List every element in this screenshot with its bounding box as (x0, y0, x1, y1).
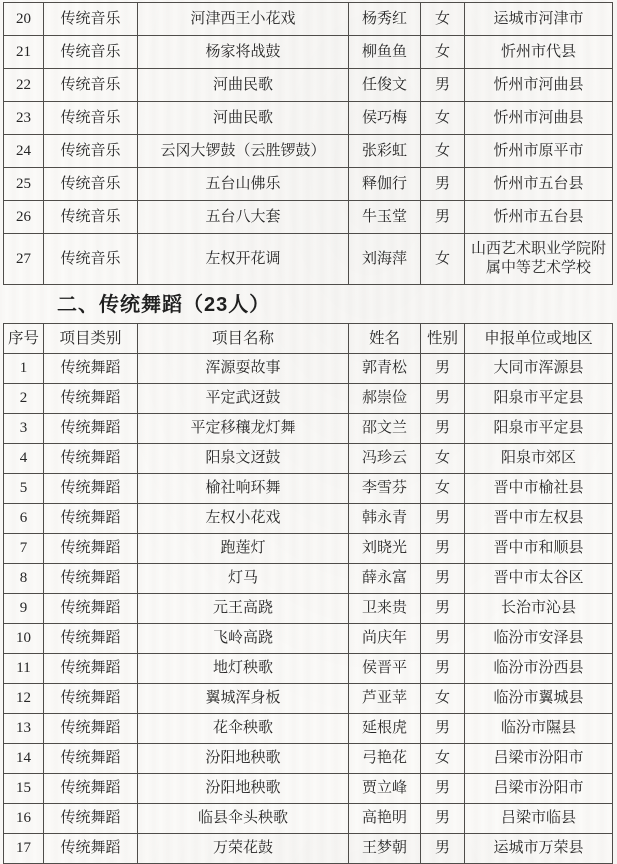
cell-project-category: 传统音乐 (44, 168, 138, 201)
cell-declaring-unit: 阳泉市郊区 (465, 444, 613, 474)
cell-person-name: 贾立峰 (349, 774, 421, 804)
cell-person-name: 释伽行 (349, 168, 421, 201)
cell-gender: 男 (421, 534, 465, 564)
cell-serial-number: 1 (4, 354, 44, 384)
cell-declaring-unit: 阳泉市平定县 (465, 384, 613, 414)
cell-gender: 女 (421, 234, 465, 285)
cell-serial-number: 22 (4, 69, 44, 102)
cell-serial-number: 3 (4, 414, 44, 444)
cell-declaring-unit: 运城市万荣县 (465, 834, 613, 864)
cell-declaring-unit: 长治市沁县 (465, 594, 613, 624)
header-project-name: 项目名称 (138, 324, 349, 354)
cell-project-category: 传统舞蹈 (44, 354, 138, 384)
cell-person-name: 韩永青 (349, 504, 421, 534)
cell-serial-number: 11 (4, 654, 44, 684)
cell-declaring-unit: 阳泉市平定县 (465, 414, 613, 444)
cell-gender: 男 (421, 594, 465, 624)
table-row (4, 234, 613, 285)
table-row (4, 474, 613, 504)
traditional-music-table-body (4, 3, 613, 285)
table-row (4, 69, 613, 102)
cell-serial-number: 15 (4, 774, 44, 804)
cell-project-name: 平定移穰龙灯舞 (138, 414, 349, 444)
cell-serial-number: 8 (4, 564, 44, 594)
cell-serial-number: 13 (4, 714, 44, 744)
cell-gender: 女 (421, 444, 465, 474)
section-heading-traditional-dance: 二、传统舞蹈（23人） (57, 294, 271, 316)
cell-gender: 男 (421, 354, 465, 384)
cell-serial-number: 9 (4, 594, 44, 624)
cell-project-name: 平定武迓鼓 (138, 384, 349, 414)
cell-declaring-unit: 吕梁市临县 (465, 804, 613, 834)
cell-gender: 男 (421, 654, 465, 684)
cell-person-name: 郭青松 (349, 354, 421, 384)
cell-person-name: 侯巧梅 (349, 102, 421, 135)
cell-person-name: 侯晋平 (349, 654, 421, 684)
cell-declaring-unit: 运城市河津市 (465, 3, 613, 36)
cell-person-name: 柳鱼鱼 (349, 36, 421, 69)
cell-project-name: 临县伞头秧歌 (138, 804, 349, 834)
cell-serial-number: 17 (4, 834, 44, 864)
table-row (4, 684, 613, 714)
cell-person-name: 郝崇俭 (349, 384, 421, 414)
cell-project-name: 翼城浑身板 (138, 684, 349, 714)
table-row (4, 804, 613, 834)
table-row (4, 102, 613, 135)
traditional-dance-table (3, 323, 613, 864)
traditional-dance-table-body (4, 354, 613, 864)
cell-declaring-unit: 忻州市代县 (465, 36, 613, 69)
cell-serial-number: 23 (4, 102, 44, 135)
cell-project-category: 传统舞蹈 (44, 534, 138, 564)
table-row (4, 135, 613, 168)
cell-declaring-unit: 忻州市原平市 (465, 135, 613, 168)
cell-person-name: 刘海萍 (349, 234, 421, 285)
cell-declaring-unit: 忻州市河曲县 (465, 69, 613, 102)
cell-declaring-unit: 晋中市和顺县 (465, 534, 613, 564)
cell-project-category: 传统舞蹈 (44, 624, 138, 654)
cell-person-name: 牛玉堂 (349, 201, 421, 234)
cell-project-name: 榆社响环舞 (138, 474, 349, 504)
cell-gender: 男 (421, 69, 465, 102)
cell-person-name: 冯珍云 (349, 444, 421, 474)
table-row (4, 624, 613, 654)
cell-project-name: 云冈大锣鼓（云胜锣鼓） (138, 135, 349, 168)
table-row (4, 714, 613, 744)
cell-declaring-unit: 晋中市太谷区 (465, 564, 613, 594)
cell-serial-number: 21 (4, 36, 44, 69)
cell-project-name: 阳泉文迓鼓 (138, 444, 349, 474)
cell-serial-number: 14 (4, 744, 44, 774)
cell-gender: 男 (421, 168, 465, 201)
cell-declaring-unit: 临汾市隰县 (465, 714, 613, 744)
table-row (4, 168, 613, 201)
cell-serial-number: 2 (4, 384, 44, 414)
cell-project-name: 五台八大套 (138, 201, 349, 234)
table-row (4, 384, 613, 414)
table-row (4, 444, 613, 474)
cell-gender: 女 (421, 744, 465, 774)
cell-project-name: 杨家将战鼓 (138, 36, 349, 69)
cell-gender: 男 (421, 384, 465, 414)
cell-person-name: 杨秀红 (349, 3, 421, 36)
cell-serial-number: 25 (4, 168, 44, 201)
cell-gender: 男 (421, 201, 465, 234)
traditional-dance-table-header (4, 324, 613, 354)
cell-gender: 女 (421, 102, 465, 135)
cell-project-category: 传统舞蹈 (44, 804, 138, 834)
cell-gender: 男 (421, 774, 465, 804)
cell-project-name: 跑莲灯 (138, 534, 349, 564)
cell-gender: 女 (421, 36, 465, 69)
cell-serial-number: 26 (4, 201, 44, 234)
cell-person-name: 王梦朝 (349, 834, 421, 864)
cell-person-name: 弓艳花 (349, 744, 421, 774)
cell-project-name: 左权小花戏 (138, 504, 349, 534)
cell-person-name: 邵文兰 (349, 414, 421, 444)
cell-serial-number: 20 (4, 3, 44, 36)
cell-declaring-unit: 忻州市河曲县 (465, 102, 613, 135)
cell-project-name: 飞岭高跷 (138, 624, 349, 654)
cell-project-name: 河津西王小花戏 (138, 3, 349, 36)
cell-project-category: 传统音乐 (44, 3, 138, 36)
cell-declaring-unit: 吕梁市汾阳市 (465, 774, 613, 804)
cell-serial-number: 7 (4, 534, 44, 564)
cell-project-category: 传统舞蹈 (44, 714, 138, 744)
cell-gender: 男 (421, 804, 465, 834)
traditional-music-table (3, 2, 613, 285)
table-row (4, 774, 613, 804)
table-row (4, 504, 613, 534)
cell-project-category: 传统舞蹈 (44, 594, 138, 624)
cell-project-name: 浑源耍故事 (138, 354, 349, 384)
header-person-name: 姓名 (349, 324, 421, 354)
cell-declaring-unit: 忻州市五台县 (465, 168, 613, 201)
cell-declaring-unit: 晋中市榆社县 (465, 474, 613, 504)
cell-project-name: 左权开花调 (138, 234, 349, 285)
cell-project-category: 传统舞蹈 (44, 834, 138, 864)
cell-declaring-unit: 晋中市左权县 (465, 504, 613, 534)
cell-person-name: 高艳明 (349, 804, 421, 834)
cell-gender: 男 (421, 504, 465, 534)
cell-gender: 男 (421, 624, 465, 654)
table-row (4, 3, 613, 36)
cell-serial-number: 5 (4, 474, 44, 504)
cell-project-category: 传统音乐 (44, 234, 138, 285)
cell-project-category: 传统音乐 (44, 69, 138, 102)
cell-project-name: 汾阳地秧歌 (138, 774, 349, 804)
table-row (4, 36, 613, 69)
header-project-category: 项目类别 (44, 324, 138, 354)
cell-project-category: 传统音乐 (44, 36, 138, 69)
cell-person-name: 芦亚苹 (349, 684, 421, 714)
cell-project-name: 汾阳地秧歌 (138, 744, 349, 774)
table-row (4, 354, 613, 384)
cell-declaring-unit: 临汾市安泽县 (465, 624, 613, 654)
cell-gender: 女 (421, 684, 465, 714)
cell-declaring-unit: 吕梁市汾阳市 (465, 744, 613, 774)
cell-project-category: 传统舞蹈 (44, 774, 138, 804)
cell-project-category: 传统舞蹈 (44, 414, 138, 444)
table-row (4, 564, 613, 594)
cell-project-name: 元王高跷 (138, 594, 349, 624)
cell-project-category: 传统音乐 (44, 102, 138, 135)
cell-serial-number: 6 (4, 504, 44, 534)
table-row (4, 534, 613, 564)
table-row (4, 654, 613, 684)
cell-gender: 男 (421, 564, 465, 594)
cell-project-category: 传统舞蹈 (44, 444, 138, 474)
cell-serial-number: 16 (4, 804, 44, 834)
cell-gender: 男 (421, 414, 465, 444)
cell-declaring-unit: 临汾市翼城县 (465, 684, 613, 714)
cell-project-name: 万荣花鼓 (138, 834, 349, 864)
cell-project-category: 传统舞蹈 (44, 744, 138, 774)
cell-project-category: 传统舞蹈 (44, 474, 138, 504)
cell-serial-number: 27 (4, 234, 44, 285)
cell-project-name: 河曲民歌 (138, 69, 349, 102)
table-row (4, 414, 613, 444)
cell-project-category: 传统舞蹈 (44, 384, 138, 414)
cell-person-name: 刘晓光 (349, 534, 421, 564)
cell-person-name: 薛永富 (349, 564, 421, 594)
cell-declaring-unit: 大同市浑源县 (465, 354, 613, 384)
cell-person-name: 任俊文 (349, 69, 421, 102)
cell-project-category: 传统舞蹈 (44, 504, 138, 534)
cell-project-name: 五台山佛乐 (138, 168, 349, 201)
cell-person-name: 卫来贵 (349, 594, 421, 624)
cell-serial-number: 4 (4, 444, 44, 474)
cell-project-name: 河曲民歌 (138, 102, 349, 135)
header-declaring-unit: 申报单位或地区 (465, 324, 613, 354)
cell-gender: 男 (421, 714, 465, 744)
cell-project-category: 传统舞蹈 (44, 654, 138, 684)
table-row (4, 744, 613, 774)
cell-project-category: 传统音乐 (44, 201, 138, 234)
cell-declaring-unit: 山西艺术职业学院附属中等艺术学校 (465, 234, 613, 285)
cell-project-category: 传统舞蹈 (44, 564, 138, 594)
cell-project-category: 传统舞蹈 (44, 684, 138, 714)
header-gender: 性别 (421, 324, 465, 354)
table-row (4, 201, 613, 234)
cell-serial-number: 10 (4, 624, 44, 654)
cell-person-name: 尚庆年 (349, 624, 421, 654)
cell-serial-number: 24 (4, 135, 44, 168)
cell-person-name: 延根虎 (349, 714, 421, 744)
cell-project-name: 花伞秧歌 (138, 714, 349, 744)
cell-project-name: 灯马 (138, 564, 349, 594)
cell-project-name: 地灯秧歌 (138, 654, 349, 684)
cell-declaring-unit: 临汾市汾西县 (465, 654, 613, 684)
header-row (4, 324, 613, 354)
cell-serial-number: 12 (4, 684, 44, 714)
header-serial-number: 序号 (4, 324, 44, 354)
cell-gender: 女 (421, 474, 465, 504)
cell-declaring-unit: 忻州市五台县 (465, 201, 613, 234)
cell-project-category: 传统音乐 (44, 135, 138, 168)
table-row (4, 834, 613, 864)
cell-person-name: 张彩虹 (349, 135, 421, 168)
cell-person-name: 李雪芬 (349, 474, 421, 504)
cell-gender: 女 (421, 3, 465, 36)
table-row (4, 594, 613, 624)
cell-gender: 男 (421, 834, 465, 864)
cell-gender: 女 (421, 135, 465, 168)
